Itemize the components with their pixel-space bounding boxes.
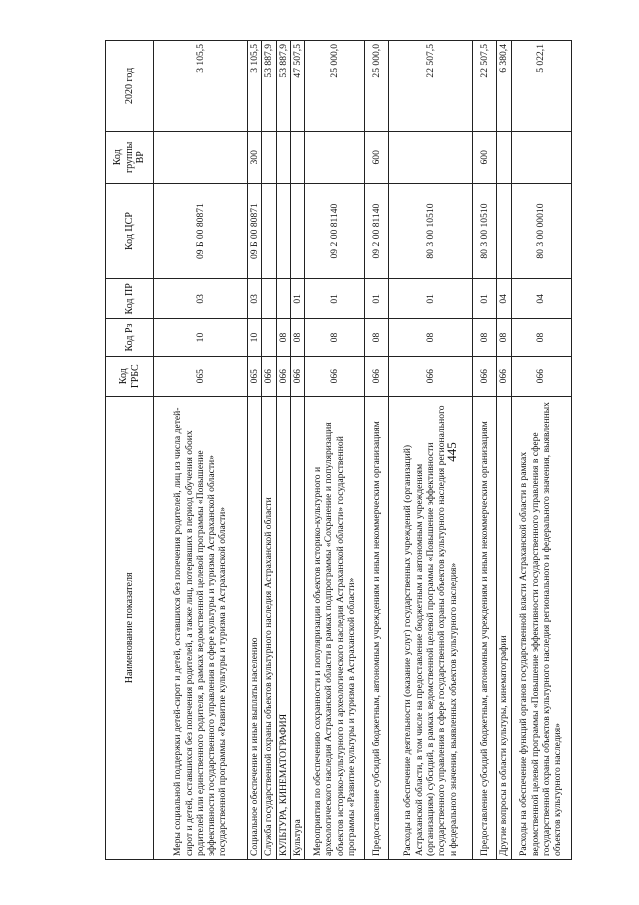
- cell-rz: 08: [276, 319, 290, 357]
- cell-vr: [305, 131, 365, 183]
- cell-grbs: 066: [305, 356, 365, 396]
- cell-pr: [262, 279, 276, 319]
- cell-pr: 04: [511, 279, 571, 319]
- cell-csr: [262, 183, 276, 279]
- cell-csr: [290, 183, 304, 279]
- cell-csr: 80 3 00 00010: [511, 183, 571, 279]
- cell-name: Культура: [290, 396, 304, 859]
- table-row: [154, 41, 248, 860]
- cell-grbs: 066: [276, 356, 290, 396]
- cell-pr: 01: [473, 279, 497, 319]
- cell-name: Меры социальной поддержки детей-сирот и детей, оставшихся без попечения родителей, лиц из числа детей-сирот и детей, оставшихся без попечения родителей, а также лиц, потерявших в период обучения обоих родителей или единственного родителя, в рамках ведомственной целевой программы «Повышение эффективности государственного управления в сфере культуры и туризма Астраханской области» государственной программы «Развитие культуры и туризма в Астраханской области»: [154, 396, 248, 859]
- budget-table: [105, 40, 572, 860]
- cell-csr: 09 2 00 81140: [305, 183, 365, 279]
- cell-grbs: 066: [497, 356, 511, 396]
- cell-rz: 08: [511, 319, 571, 357]
- cell-vr: 600: [473, 131, 497, 183]
- cell-rz: 08: [290, 319, 304, 357]
- cell-name: Социальное обеспечение и иные выплаты населению: [248, 396, 262, 859]
- cell-grbs: 066: [290, 356, 304, 396]
- header-csr: Код ЦСР: [106, 183, 154, 279]
- cell-rz: 10: [248, 319, 262, 357]
- cell-sum: 22 507,5: [473, 41, 497, 132]
- header-pr: Код ПР: [106, 279, 154, 319]
- page-number: 445: [444, 442, 459, 462]
- cell-vr: 600: [365, 131, 389, 183]
- cell-grbs: 066: [389, 356, 473, 396]
- table-row: [473, 41, 497, 860]
- table-row: [290, 41, 304, 860]
- cell-name: Предоставление субсидий бюджетным, автономным учреждениям и иным некоммерческим организациям: [473, 396, 497, 859]
- cell-pr: 03: [154, 279, 248, 319]
- cell-name: Другие вопросы в области культуры, кинематографии: [497, 396, 511, 859]
- cell-sum: 5 022,1: [511, 41, 571, 132]
- table-row: [511, 41, 571, 860]
- cell-pr: [276, 279, 290, 319]
- table-header-row: [106, 41, 154, 860]
- cell-pr: 01: [290, 279, 304, 319]
- cell-vr: [511, 131, 571, 183]
- table-row: [389, 41, 473, 860]
- cell-sum: 53 887,9: [276, 41, 290, 132]
- cell-grbs: 066: [473, 356, 497, 396]
- cell-vr: 300: [248, 131, 262, 183]
- cell-pr: 03: [248, 279, 262, 319]
- cell-csr: [497, 183, 511, 279]
- cell-csr: 09 Б 00 80871: [248, 183, 262, 279]
- table-row: [365, 41, 389, 860]
- cell-sum: 3 105,5: [248, 41, 262, 132]
- cell-rz: [262, 319, 276, 357]
- cell-vr: [389, 131, 473, 183]
- header-grbs: Код ГРБС: [106, 356, 154, 396]
- cell-grbs: 065: [248, 356, 262, 396]
- cell-pr: 01: [365, 279, 389, 319]
- header-name: Наименование показателя: [106, 396, 154, 859]
- cell-vr: [262, 131, 276, 183]
- cell-sum: 53 887,9: [262, 41, 276, 132]
- cell-csr: [276, 183, 290, 279]
- cell-csr: 80 3 00 10510: [389, 183, 473, 279]
- cell-csr: 09 2 00 81140: [365, 183, 389, 279]
- cell-vr: [154, 131, 248, 183]
- cell-rz: 10: [154, 319, 248, 357]
- header-sum: 2020 год: [106, 41, 154, 132]
- table-row: [305, 41, 365, 860]
- cell-name: Мероприятия по обеспечению сохранности и популяризации объектов историко-культурного и археологического наследия Астраханской области в рамках подпрограммы «Сохранение и популяризация объектов историко-культурного и археологического наследия Астраханской области» государственной программы «Развитие культуры и туризма в Астраханской области»: [305, 396, 365, 859]
- cell-rz: 08: [473, 319, 497, 357]
- cell-grbs: 066: [511, 356, 571, 396]
- cell-name: Предоставление субсидий бюджетным, автономным учреждениям и иным некоммерческим организациям: [365, 396, 389, 859]
- cell-pr: 01: [305, 279, 365, 319]
- cell-vr: [497, 131, 511, 183]
- cell-rz: 08: [497, 319, 511, 357]
- cell-name: Служба государственной охраны объектов культурного наследия Астраханской области: [262, 396, 276, 859]
- cell-pr: 04: [497, 279, 511, 319]
- cell-rz: 08: [389, 319, 473, 357]
- cell-sum: 6 380,4: [497, 41, 511, 132]
- cell-sum: 3 105,5: [154, 41, 248, 132]
- cell-name: Расходы на обеспечение функций органов государственной власти Астраханской области в рамках ведомственной целевой программы «Повышение эффективности государственного управления в сфере государственной охраны объектов культурного наследия регионального и федерального значения, выявленных объектов культурного наследия»: [511, 396, 571, 859]
- cell-vr: [276, 131, 290, 183]
- cell-rz: 08: [365, 319, 389, 357]
- table-row: [276, 41, 290, 860]
- cell-sum: 25 000,0: [365, 41, 389, 132]
- cell-grbs: 066: [365, 356, 389, 396]
- cell-pr: 01: [389, 279, 473, 319]
- cell-name: Расходы на обеспечение деятельности (оказание услуг) государственных учреждений (организаций) Астраханской области, в том числе на предоставление бюджетным и автономным учреждениям (организациям) субсидий, в рамках ведомственной целевой программы «Повышение эффективности государственного управления в сфере государственной охраны объектов культурного наследия регионального и федерального значения, выявленных объектов культурного наследия»: [389, 396, 473, 859]
- cell-vr: [290, 131, 304, 183]
- cell-sum: 47 507,5: [290, 41, 304, 132]
- table-row: [248, 41, 262, 860]
- cell-rz: 08: [305, 319, 365, 357]
- cell-name: КУЛЬТУРА, КИНЕМАТОГРАФИЯ: [276, 396, 290, 859]
- rotated-table-wrapper: [105, 40, 564, 860]
- table-row: [497, 41, 511, 860]
- cell-csr: 80 3 00 10510: [473, 183, 497, 279]
- header-rz: Код Рз: [106, 319, 154, 357]
- cell-sum: 25 000,0: [305, 41, 365, 132]
- table-row: [262, 41, 276, 860]
- cell-csr: 09 Б 00 80871: [154, 183, 248, 279]
- cell-grbs: 066: [262, 356, 276, 396]
- cell-sum: 22 507,5: [389, 41, 473, 132]
- header-vr: Код группы ВР: [106, 131, 154, 183]
- cell-grbs: 065: [154, 356, 248, 396]
